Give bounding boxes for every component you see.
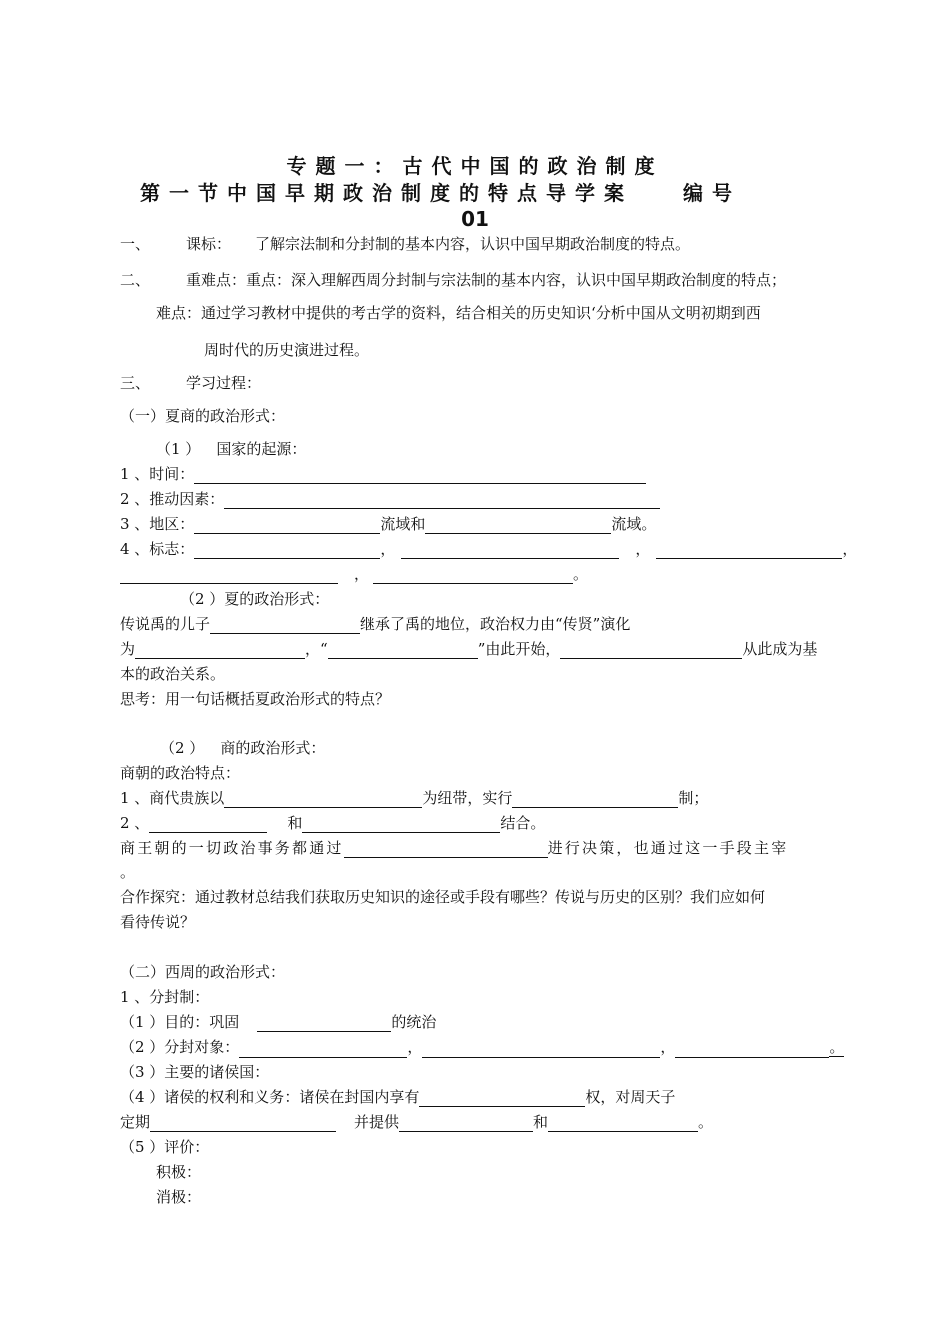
section-3-num: 三、	[120, 374, 151, 392]
blank-region-2[interactable]	[425, 516, 611, 534]
difficulty-line-2: 周时代的历史演进过程。	[204, 341, 370, 359]
shang3-b: 进行决策，也通过这一手段主宰	[547, 839, 789, 857]
q4-signs	[120, 539, 857, 559]
shang-line-1	[120, 788, 708, 808]
section-2-text: 重点：深入理解西周分封制与宗法制的基本内容，认识中国早期政治制度的特点；	[246, 271, 787, 289]
lesson-title-text: 第一节中国早期政治制度的特点导学案	[140, 181, 633, 205]
duties-c: 和	[533, 1113, 549, 1131]
shang2-c: 结合。	[500, 814, 546, 832]
purpose-line	[120, 1012, 436, 1032]
shang3-a: 商王朝的一切政治事务都通过	[120, 839, 344, 857]
shang-title: 商朝的政治特点：	[120, 764, 241, 782]
targets-comma-2: ，	[660, 1038, 676, 1056]
q3-end: 流域。	[611, 515, 657, 533]
lesson-title	[140, 181, 840, 205]
duties-line	[120, 1112, 713, 1132]
q4-label: 4 、标志：	[120, 540, 195, 558]
blank-sign-5[interactable]	[373, 566, 573, 584]
section-2	[120, 270, 786, 290]
xia-line-2	[120, 639, 817, 659]
xia-text-e: ”由此开始，	[477, 640, 561, 658]
part-1-heading: （一）夏商的政治形式：	[120, 407, 286, 425]
comma-2: ，	[635, 540, 651, 558]
section-2-num: 二、	[120, 271, 151, 289]
rights-a: （4 ）诸侯的权利和义务：诸侯在封国内享有	[120, 1088, 420, 1106]
section-1-num: 一、	[120, 235, 151, 253]
part-2-heading: （二）西周的政治形式：	[120, 963, 286, 981]
blank-xia-3[interactable]	[560, 641, 742, 659]
blank-duty-3[interactable]	[548, 1114, 698, 1132]
targets-period: 。	[829, 1038, 845, 1056]
duties-period: 。	[698, 1113, 714, 1131]
shang2-b: 和	[287, 814, 303, 832]
coop-line-1: 合作探究：通过教材总结我们获取历史知识的途径或手段有哪些？传说与历史的区别？我们应如何	[120, 888, 766, 906]
blank-xia-1[interactable]	[135, 641, 305, 659]
q3-region	[120, 514, 656, 534]
section-1	[120, 234, 690, 254]
states-line: （3 ）主要的诸侯国：	[120, 1063, 270, 1081]
rights-line	[120, 1087, 675, 1107]
blank-time[interactable]	[194, 466, 646, 484]
comma-4: ，	[354, 565, 370, 583]
blank-sign-4[interactable]	[120, 566, 338, 584]
shang-line-3	[120, 838, 788, 858]
section-1-label: 课标：	[186, 235, 232, 253]
think-question: 思考：用一句话概括夏政治形式的特点？	[120, 690, 391, 708]
blank-sign-2[interactable]	[401, 541, 619, 559]
targets-a: （2 ）分封对象：	[120, 1038, 240, 1056]
xia-heading: （2 ）夏的政治形式：	[180, 590, 330, 608]
blank-rights[interactable]	[419, 1089, 585, 1107]
q3-mid: 流域和	[380, 515, 426, 533]
section-3-label: 学习过程：	[186, 374, 262, 392]
comma-3: ，	[842, 540, 858, 558]
blank-xia-2[interactable]	[328, 641, 478, 659]
xia-text-a: 传说禹的儿子	[120, 615, 211, 633]
section-2-label: 重难点：	[186, 271, 247, 289]
negative-line: 消极：	[156, 1188, 202, 1206]
blank-target-1[interactable]	[239, 1040, 407, 1058]
q4-signs-cont	[120, 564, 588, 584]
shang1-c: 制；	[678, 789, 709, 807]
shang1-b: 为纽带，实行	[422, 789, 513, 807]
q1-label: 1 、时间：	[120, 465, 195, 483]
page-title: 专题一：古代中国的政治制度	[286, 154, 664, 178]
section-3	[120, 373, 261, 393]
difficulty-line-1: 难点：通过学习教材中提供的考古学的资料，结合相关的历史知识‘分析中国从文明初期到西	[156, 304, 761, 322]
q2-factors	[120, 489, 660, 509]
blank-shang-3[interactable]	[344, 840, 548, 858]
blank-duty-2[interactable]	[399, 1114, 533, 1132]
targets-comma-1: ，	[407, 1038, 423, 1056]
blank-factors[interactable]	[224, 491, 660, 509]
blank-sign-1[interactable]	[194, 541, 380, 559]
targets-line	[120, 1037, 844, 1058]
blank-shang-system[interactable]	[512, 790, 678, 808]
purpose-b: 的统治	[391, 1013, 437, 1031]
q2-label: 2 、推动因素：	[120, 490, 225, 508]
period-1: 。	[573, 565, 589, 583]
purpose-a: （1 ）目的：巩固	[120, 1013, 240, 1031]
xia-line-1	[120, 614, 630, 634]
origin-num: （1 ）	[156, 440, 201, 458]
shang-label: 商的政治形式：	[220, 739, 326, 757]
blank-shang-2a[interactable]	[149, 815, 267, 833]
blank-xia-son[interactable]	[210, 616, 360, 634]
blank-duty-1[interactable]	[150, 1114, 336, 1132]
blank-sign-3[interactable]	[656, 541, 842, 559]
code-label: 编号	[683, 181, 741, 205]
shang-line-2	[120, 813, 545, 833]
section-1-text: 了解宗法制和分封制的基本内容，认识中国早期政治制度的特点。	[255, 235, 691, 253]
duties-a: 定期	[120, 1113, 151, 1131]
xia-text-d: ，“	[305, 640, 328, 658]
evaluation-line: （5 ）评价：	[120, 1138, 210, 1156]
origin-label: 国家的起源：	[216, 440, 307, 458]
positive-line: 积极：	[156, 1163, 202, 1181]
blank-target-2[interactable]	[422, 1040, 660, 1058]
blank-region-1[interactable]	[194, 516, 380, 534]
q1-time	[120, 464, 646, 484]
shang-line-3-end: 。	[120, 863, 136, 881]
duties-b: 并提供	[354, 1113, 400, 1131]
blank-target-3[interactable]	[675, 1040, 829, 1058]
blank-shang-bond[interactable]	[224, 790, 422, 808]
fengjian-item: 1 、分封制：	[120, 988, 210, 1006]
shang2-a: 2 、	[120, 814, 150, 832]
comma-1: ，	[380, 540, 396, 558]
rights-b: 权，对周天子	[585, 1088, 676, 1106]
coop-line-2: 看待传说？	[120, 913, 196, 931]
xia-line-3: 本的政治关系。	[120, 665, 226, 683]
xia-text-f: 从此成为基	[742, 640, 818, 658]
xia-text-b: 继承了禹的地位，政治权力由“传贤”演化	[360, 615, 631, 633]
origin-subheading	[156, 439, 306, 459]
shang-heading	[160, 738, 325, 758]
q3-label: 3 、地区：	[120, 515, 195, 533]
blank-purpose[interactable]	[257, 1014, 391, 1032]
shang-num: （2 ）	[160, 739, 205, 757]
shang1-a: 1 、商代贵族以	[120, 789, 225, 807]
code-value: 01	[461, 207, 489, 231]
blank-shang-2b[interactable]	[302, 815, 500, 833]
xia-text-c: 为	[120, 640, 136, 658]
